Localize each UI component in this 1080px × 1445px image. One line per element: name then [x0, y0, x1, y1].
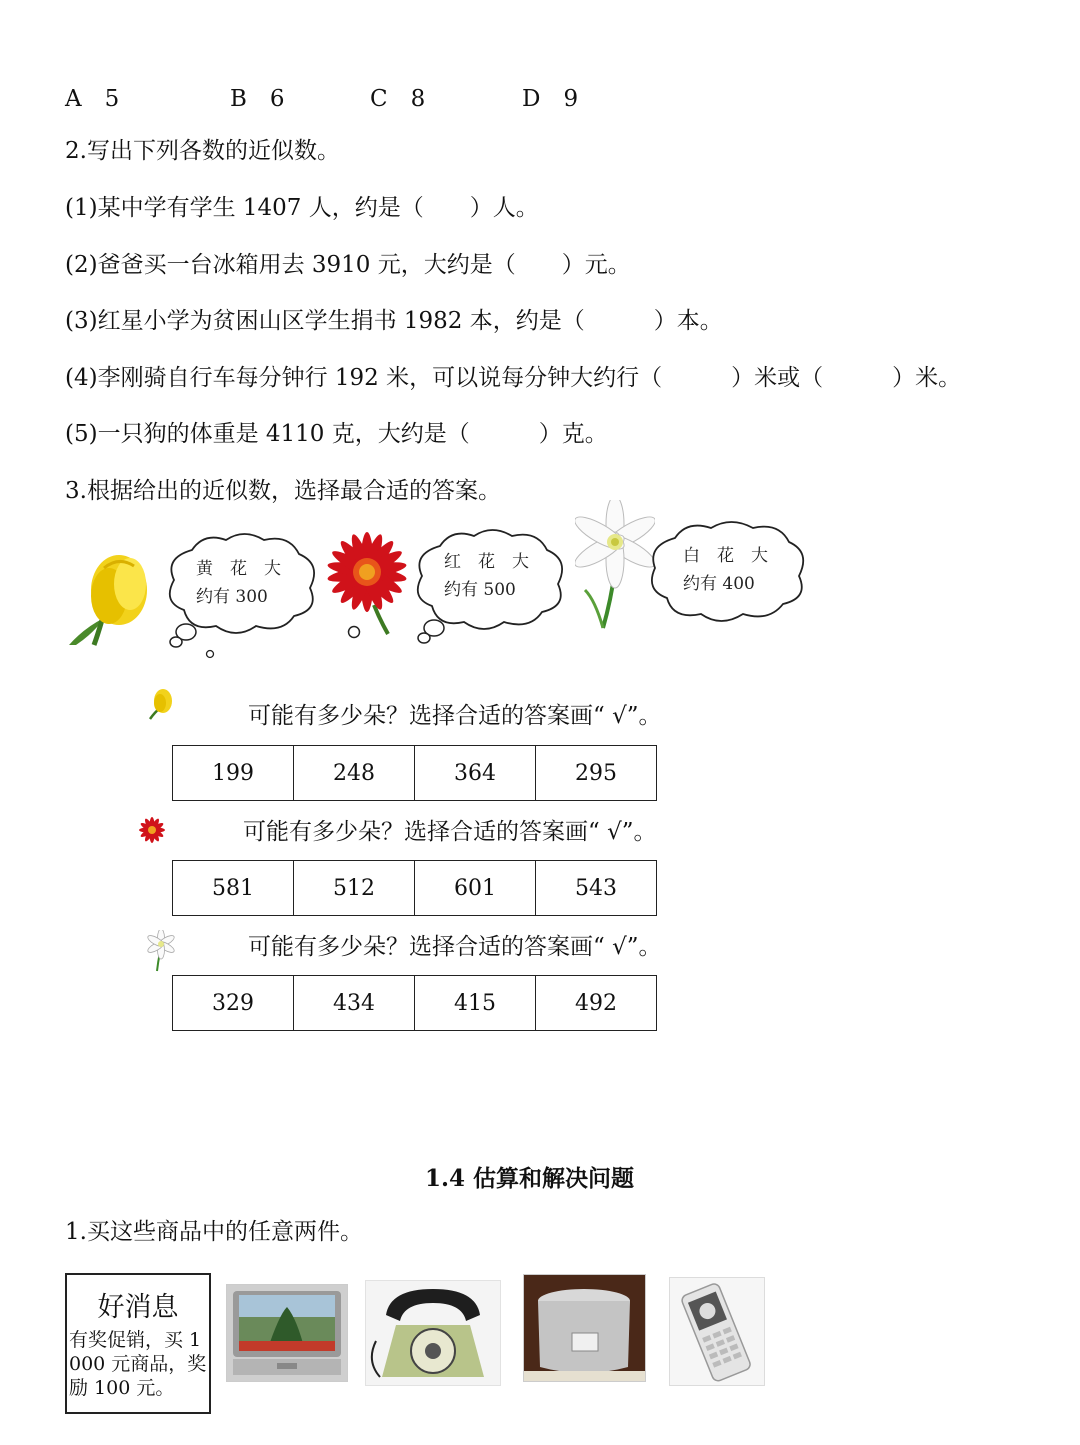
- section-q1: 1.买这些商品中的任意两件。: [65, 1219, 363, 1245]
- option-c: C 8: [370, 86, 426, 112]
- q3-prompt-3: 可能有多少朵？选择合适的答案画“ √”。: [248, 934, 662, 960]
- red-flower-small-icon: [136, 815, 168, 847]
- q2-item-2: (2)爸爸买一台冰箱用去 3910 元，大约是（ ）元。: [65, 252, 631, 278]
- q3-title: 3.根据给出的近似数，选择最合适的答案。: [65, 478, 501, 504]
- thought-bubble-white: [645, 516, 810, 631]
- answer-cell[interactable]: 601: [415, 861, 536, 916]
- answer-cell[interactable]: 581: [173, 861, 294, 916]
- q3-prompt-2: 可能有多少朵？选择合适的答案画“ √”。: [243, 819, 657, 845]
- q2-item-4: (4)李刚骑自行车每分钟行 192 米，可以说每分钟大约行（ ）米或（ ）米。: [65, 365, 962, 391]
- answer-cell[interactable]: 512: [294, 861, 415, 916]
- answer-cell[interactable]: 434: [294, 976, 415, 1031]
- thought-bubble-red: [412, 526, 567, 656]
- bubble-white-line2: 约有 400: [683, 574, 755, 594]
- thought-bubble-yellow: [164, 530, 319, 660]
- product-mobile-image: [669, 1277, 765, 1386]
- q3-prompt-1: 可能有多少朵？选择合适的答案画“ √”。: [248, 703, 662, 729]
- option-a: A 5: [65, 86, 120, 112]
- section-title: 1.4 估算和解决问题: [425, 1165, 635, 1192]
- bubble-red-line2: 约有 500: [444, 580, 516, 600]
- bubble-yellow-line2: 约有 300: [196, 587, 268, 607]
- answer-cell[interactable]: 364: [415, 746, 536, 801]
- bubble-dot-small: [346, 624, 362, 640]
- bubble-yellow-line1: 黄 花 大: [196, 559, 281, 579]
- q2-item-5: (5)一只狗的体重是 4110 克，大约是（ ）克。: [65, 421, 608, 447]
- white-flower-small-icon: [146, 930, 176, 972]
- white-flower-icon: [575, 500, 655, 630]
- answer-cell[interactable]: 329: [173, 976, 294, 1031]
- option-d: D 9: [522, 86, 579, 112]
- answer-cell[interactable]: 415: [415, 976, 536, 1031]
- red-flower-icon: [322, 530, 414, 635]
- answer-cell[interactable]: 199: [173, 746, 294, 801]
- answer-cell[interactable]: 492: [536, 976, 657, 1031]
- bubble-red-line1: 红 花 大: [444, 552, 529, 572]
- notice-body: 有奖促销，买 1000 元商品，奖励 100 元。: [69, 1329, 207, 1399]
- answer-table-2: [172, 860, 657, 916]
- yellow-flower-icon: [64, 548, 159, 648]
- yellow-flower-small-icon: [146, 688, 174, 720]
- rice-cooker-icon: [524, 1275, 645, 1381]
- product-cooker-image: [523, 1274, 646, 1382]
- promo-notice: [65, 1273, 211, 1414]
- answer-cell[interactable]: 543: [536, 861, 657, 916]
- q2-item-3: (3)红星小学为贫困山区学生捐书 1982 本，约是（ ）本。: [65, 308, 723, 334]
- q2-item-1: (1)某中学有学生 1407 人，约是（ ）人。: [65, 195, 539, 221]
- answer-table-1: [172, 745, 657, 801]
- answer-cell[interactable]: 248: [294, 746, 415, 801]
- tv-icon: [227, 1285, 347, 1381]
- telephone-icon: [366, 1281, 500, 1385]
- answer-cell[interactable]: 295: [536, 746, 657, 801]
- q2-title: 2.写出下列各数的近似数。: [65, 138, 340, 164]
- product-tv-image: [226, 1284, 348, 1382]
- mobile-phone-icon: [670, 1278, 764, 1385]
- option-b: B 6: [230, 86, 285, 112]
- answer-table-3: [172, 975, 657, 1031]
- bubble-white-line1: 白 花 大: [683, 546, 768, 566]
- product-phone-image: [365, 1280, 501, 1386]
- notice-title: 好消息: [97, 1292, 179, 1323]
